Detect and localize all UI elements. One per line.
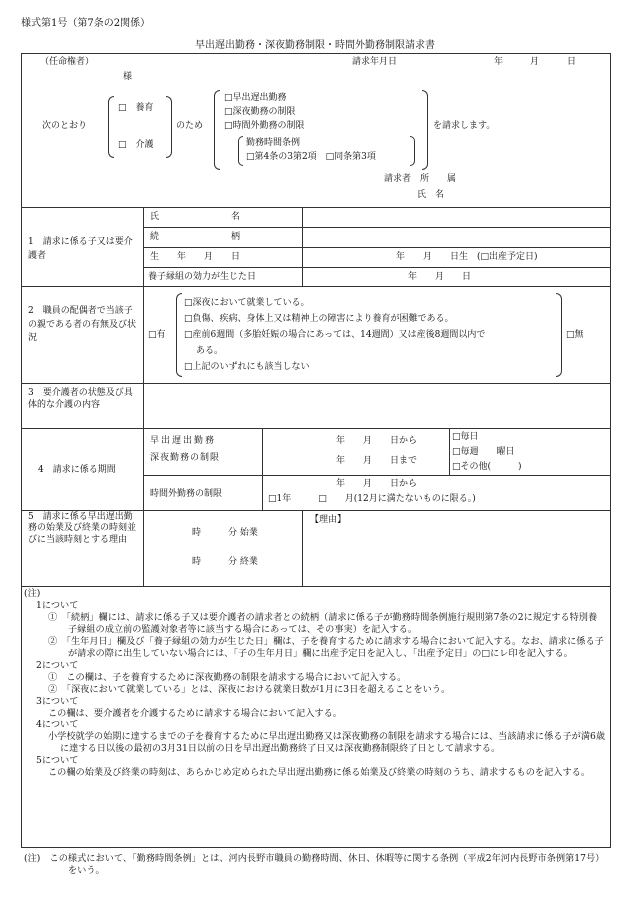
row-line: [143, 247, 611, 248]
birthdate-value[interactable]: 年 月 日生 (□出産予定日): [396, 252, 538, 262]
freq-daily[interactable]: □毎日: [452, 432, 479, 442]
divider: [21, 428, 611, 429]
care-bracket-right: [166, 96, 172, 158]
requester-name-label: 氏 名: [417, 190, 445, 200]
section5-label: 5 請求に係る早出遅出勤務の始業及び終業の時刻並びに当該時刻とする理由: [28, 512, 137, 545]
note-5-1: この欄の始業及び終業の時刻は、あらかじめ定められた早出遅出勤務に係る始業及び終業の時刻のうち、請求するものを記入する。: [48, 767, 591, 779]
col-line: [143, 428, 144, 510]
col-line: [143, 383, 144, 428]
section4-label: 4 請求に係る期間: [38, 465, 116, 475]
spouse-option-none[interactable]: □上記のいずれにも該当しない: [184, 362, 310, 372]
spouse-yes-checkbox[interactable]: □有: [148, 330, 166, 340]
note-1-1: ① 「続柄」欄には、請求に係る子又は要介護者の請求者との続柄（請求に係る子が勤務時間条例施行規則第7条の2に規定する特別養子縁組の成立前の監護対象者等に該当する場合にあっては、その事実）を記入する。: [48, 611, 598, 635]
spouse-bracket-right: [556, 293, 562, 377]
notes-heading: (注): [24, 588, 41, 599]
divider: [21, 586, 611, 587]
jorei-bracket-left: [238, 136, 243, 166]
period-to[interactable]: 年 月 日まで: [336, 456, 418, 466]
spouse-bracket-left: [176, 293, 182, 377]
freq-weekly[interactable]: □毎週 曜日: [452, 447, 515, 457]
spouse-option-night-work[interactable]: □深夜において就業している。: [184, 298, 310, 308]
note-heading-3: 3について: [36, 695, 79, 707]
tame-label: のため: [176, 121, 204, 131]
jorei-bracket-right: [410, 136, 415, 166]
note-2-1: ① この欄は、子を養育するために深夜勤務の制限を請求する場合において記入する。: [48, 671, 407, 683]
adoption-date-value[interactable]: 年 月 日: [408, 272, 472, 282]
birthdate-field-label: 生 年 月 日: [150, 252, 241, 262]
reason-label: 【理由】: [310, 515, 347, 525]
end-time[interactable]: 時 分 終業: [192, 557, 258, 567]
request-option-early-late[interactable]: □早出遅出勤務: [224, 93, 287, 103]
start-time[interactable]: 時 分 始業: [192, 528, 258, 538]
row-line: [143, 267, 611, 268]
spouse-no-checkbox[interactable]: □無: [566, 330, 584, 340]
col-line: [449, 428, 450, 475]
date-month: 月: [530, 57, 540, 67]
care-option-nurture[interactable]: □ 養育: [118, 103, 154, 113]
night-limit-label: 深夜勤務の制限: [150, 453, 221, 463]
col-line: [143, 286, 144, 383]
overtime-duration-options[interactable]: □1年 □ 月(12月に満たないものに限る。): [268, 494, 476, 504]
footer-note: (注) この様式において、「勤務時間条例」とは、河内長野市職員の勤務時間、休日、休暇等に関する条例（平成2年河内長野市条例第17号）をいう。: [24, 853, 605, 877]
note-heading-2: 2について: [36, 659, 79, 671]
seikyu-label: を請求します。: [433, 121, 496, 131]
col-line: [143, 510, 144, 586]
jorei-label: 勤務時間条例: [246, 138, 301, 148]
request-option-overtime-limit[interactable]: □時間外勤務の制限: [224, 121, 305, 131]
period-from[interactable]: 年 月 日から: [336, 436, 418, 446]
note-heading-1: 1について: [36, 599, 79, 611]
date-day: 日: [567, 57, 577, 67]
request-bracket-right: [422, 90, 428, 170]
note-heading-4: 4について: [36, 719, 79, 731]
divider: [21, 383, 611, 384]
name-field-label: 氏 名: [150, 212, 241, 222]
section3-label: 3 要介護者の状態及び具体的な介護の内容: [28, 388, 133, 410]
jorei-options[interactable]: □第4条の3第2項 □同条第3項: [246, 152, 376, 162]
col-line: [302, 510, 303, 586]
notes-section: [24, 588, 606, 779]
row-line: [143, 227, 611, 228]
section1-label: 1 請求に係る子又は要介護者: [28, 237, 133, 261]
page-title: 早出遅出勤務・深夜勤務制限・時間外勤務制限請求書: [195, 40, 435, 51]
spouse-option-maternity[interactable]: □産前6週間（多胎妊娠の場合にあっては、14週間）又は産後8週間以内で: [184, 330, 486, 340]
request-date-label: 請求年月日: [352, 57, 398, 67]
col-line: [262, 428, 263, 510]
divider: [21, 286, 611, 287]
care-option-nursing[interactable]: □ 介護: [118, 140, 154, 150]
request-option-night-limit[interactable]: □深夜勤務の制限: [224, 107, 296, 117]
section2-label: 2 職員の配偶者で当該子の親である者の有無及び状況: [28, 306, 137, 343]
overtime-from[interactable]: 年 月 日から: [336, 479, 418, 489]
relation-field-label: 続 柄: [150, 232, 241, 242]
note-heading-5: 5について: [36, 755, 79, 767]
appointer-label: （任命権者）: [40, 57, 95, 67]
adoption-date-label: 養子縁組の効力が生じた日: [148, 272, 257, 282]
divider: [21, 510, 611, 511]
spouse-option-maternity-cont: ある。: [196, 346, 224, 356]
care-bracket-left: [108, 96, 114, 158]
early-late-label: 早出遅出勤務: [150, 436, 217, 446]
form-number: 様式第1号（第7条の2関係）: [21, 18, 151, 29]
note-3-1: この欄は、要介護者を介護するために請求する場合において記入する。: [48, 707, 342, 719]
row-line: [143, 475, 611, 476]
request-bracket-left: [214, 90, 220, 170]
overtime-limit-label: 時間外勤務の制限: [150, 489, 223, 499]
divider: [21, 207, 611, 208]
spouse-option-disability[interactable]: □負傷、疾病、身体上又は精神上の障害により養育が困難である。: [184, 314, 454, 324]
freq-other[interactable]: □その他( ): [452, 462, 522, 472]
sama-label: 様: [123, 72, 133, 82]
note-1-2: ② 「生年月日」欄及び「養子縁組の効力が生じた日」欄は、子を養育するために請求する場合において記入する。なお、請求に係る子が請求の際に出生していない場合には、「子の生年月日」欄に出産予定日を記入し、「出産予定日」の□にレ印を記入する。: [48, 635, 604, 659]
requester-affiliation-label: 請求者 所 属: [384, 174, 457, 184]
note-4-1: 小学校就学の始期に達するまでの子を養育するために早出遅出勤務又は深夜勤務の制限を請求する場合には、当該請求に係る子が満6歳に達する日以後の最初の3月31日以前の日を早出遅出勤務終了日又は深夜勤務制限終了日として請求する。: [48, 731, 606, 755]
note-2-2: ② 「深夜において就業している」とは、深夜における就業日数が1月に3日を超えることをいう。: [48, 683, 451, 695]
tsugi-label: 次のとおり: [42, 121, 88, 131]
date-year: 年: [494, 57, 504, 67]
